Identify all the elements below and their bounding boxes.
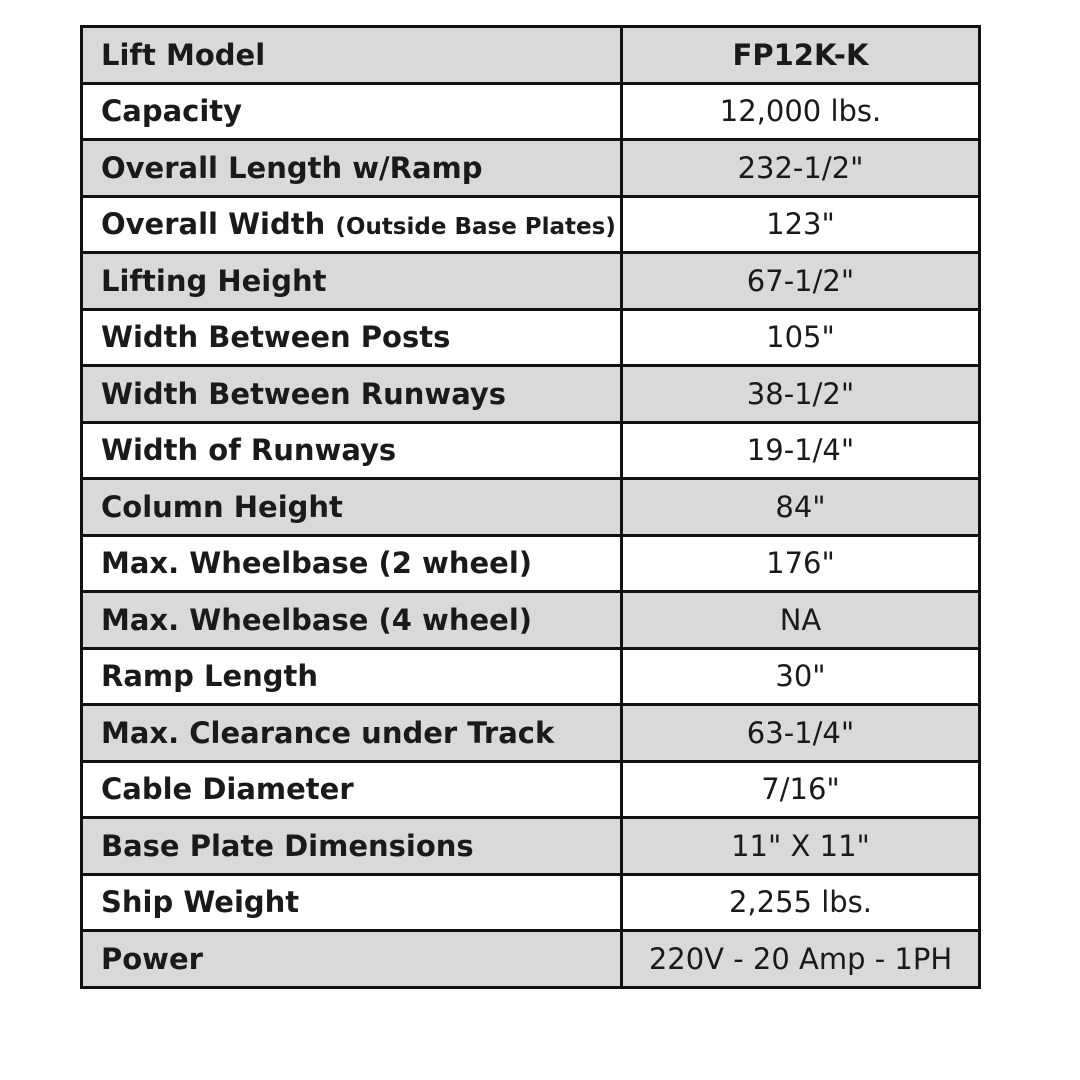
table-row <box>82 705 980 762</box>
table-row <box>82 422 980 479</box>
row-label <box>82 140 622 197</box>
row-value: 105" <box>622 309 980 366</box>
row-label-text: Lifting Height <box>101 263 327 298</box>
row-value: 84" <box>622 479 980 536</box>
row-label-text: Width of Runways <box>101 433 397 468</box>
row-label <box>82 931 622 988</box>
row-label-text: Max. Wheelbase (4 wheel) <box>101 602 533 637</box>
row-label <box>82 27 622 84</box>
row-label-text: Width Between Runways <box>101 376 507 411</box>
table-row <box>82 140 980 197</box>
row-value: 232-1/2" <box>622 140 980 197</box>
row-value: 220V - 20 Amp - 1PH <box>622 931 980 988</box>
table-row <box>82 761 980 818</box>
row-label-text: Capacity <box>101 94 243 129</box>
table-row <box>82 592 980 649</box>
row-label <box>82 479 622 536</box>
row-label <box>82 761 622 818</box>
table-row <box>82 366 980 423</box>
row-label <box>82 818 622 875</box>
row-value: 63-1/4" <box>622 705 980 762</box>
row-label-text: Column Height <box>101 489 343 524</box>
row-label <box>82 309 622 366</box>
row-label <box>82 422 622 479</box>
row-label-text: Max. Clearance under Track <box>101 715 555 750</box>
row-label <box>82 253 622 310</box>
table-row <box>82 83 980 140</box>
row-value: 38-1/2" <box>622 366 980 423</box>
row-value: 67-1/2" <box>622 253 980 310</box>
row-value: NA <box>622 592 980 649</box>
table-row <box>82 874 980 931</box>
row-value: 30" <box>622 648 980 705</box>
table-row <box>82 196 980 253</box>
row-value: 2,255 lbs. <box>622 874 980 931</box>
row-label-text: Base Plate Dimensions <box>101 828 474 863</box>
spec-table-body <box>82 27 980 988</box>
table-row <box>82 648 980 705</box>
table-row <box>82 818 980 875</box>
row-value: 7/16" <box>622 761 980 818</box>
table-row <box>82 535 980 592</box>
table-row <box>82 479 980 536</box>
row-label-text: Width Between Posts <box>101 320 451 355</box>
row-label-note: (Outside Base Plates) <box>335 214 616 241</box>
row-label-text: Overall Length w/Ramp <box>101 150 483 185</box>
row-value: FP12K-K <box>622 27 980 84</box>
row-label-text: Cable Diameter <box>101 772 354 807</box>
row-label-text: Overall Width <box>101 207 336 242</box>
row-value: 12,000 lbs. <box>622 83 980 140</box>
row-label-text: Max. Wheelbase (2 wheel) <box>101 546 533 581</box>
row-label-text: Lift Model <box>101 37 266 72</box>
row-value: 11" X 11" <box>622 818 980 875</box>
row-value: 176" <box>622 535 980 592</box>
row-label <box>82 83 622 140</box>
table-row <box>82 931 980 988</box>
table-row <box>82 309 980 366</box>
table-row <box>82 27 980 84</box>
row-label-text: Ramp Length <box>101 659 319 694</box>
row-label <box>82 196 622 253</box>
row-label <box>82 648 622 705</box>
row-value: 19-1/4" <box>622 422 980 479</box>
row-label <box>82 592 622 649</box>
row-value: 123" <box>622 196 980 253</box>
row-label-text: Ship Weight <box>101 885 300 920</box>
table-row <box>82 253 980 310</box>
row-label <box>82 705 622 762</box>
lift-spec-table <box>80 25 981 989</box>
row-label-text: Power <box>101 941 203 976</box>
row-label <box>82 874 622 931</box>
row-label <box>82 366 622 423</box>
row-label <box>82 535 622 592</box>
